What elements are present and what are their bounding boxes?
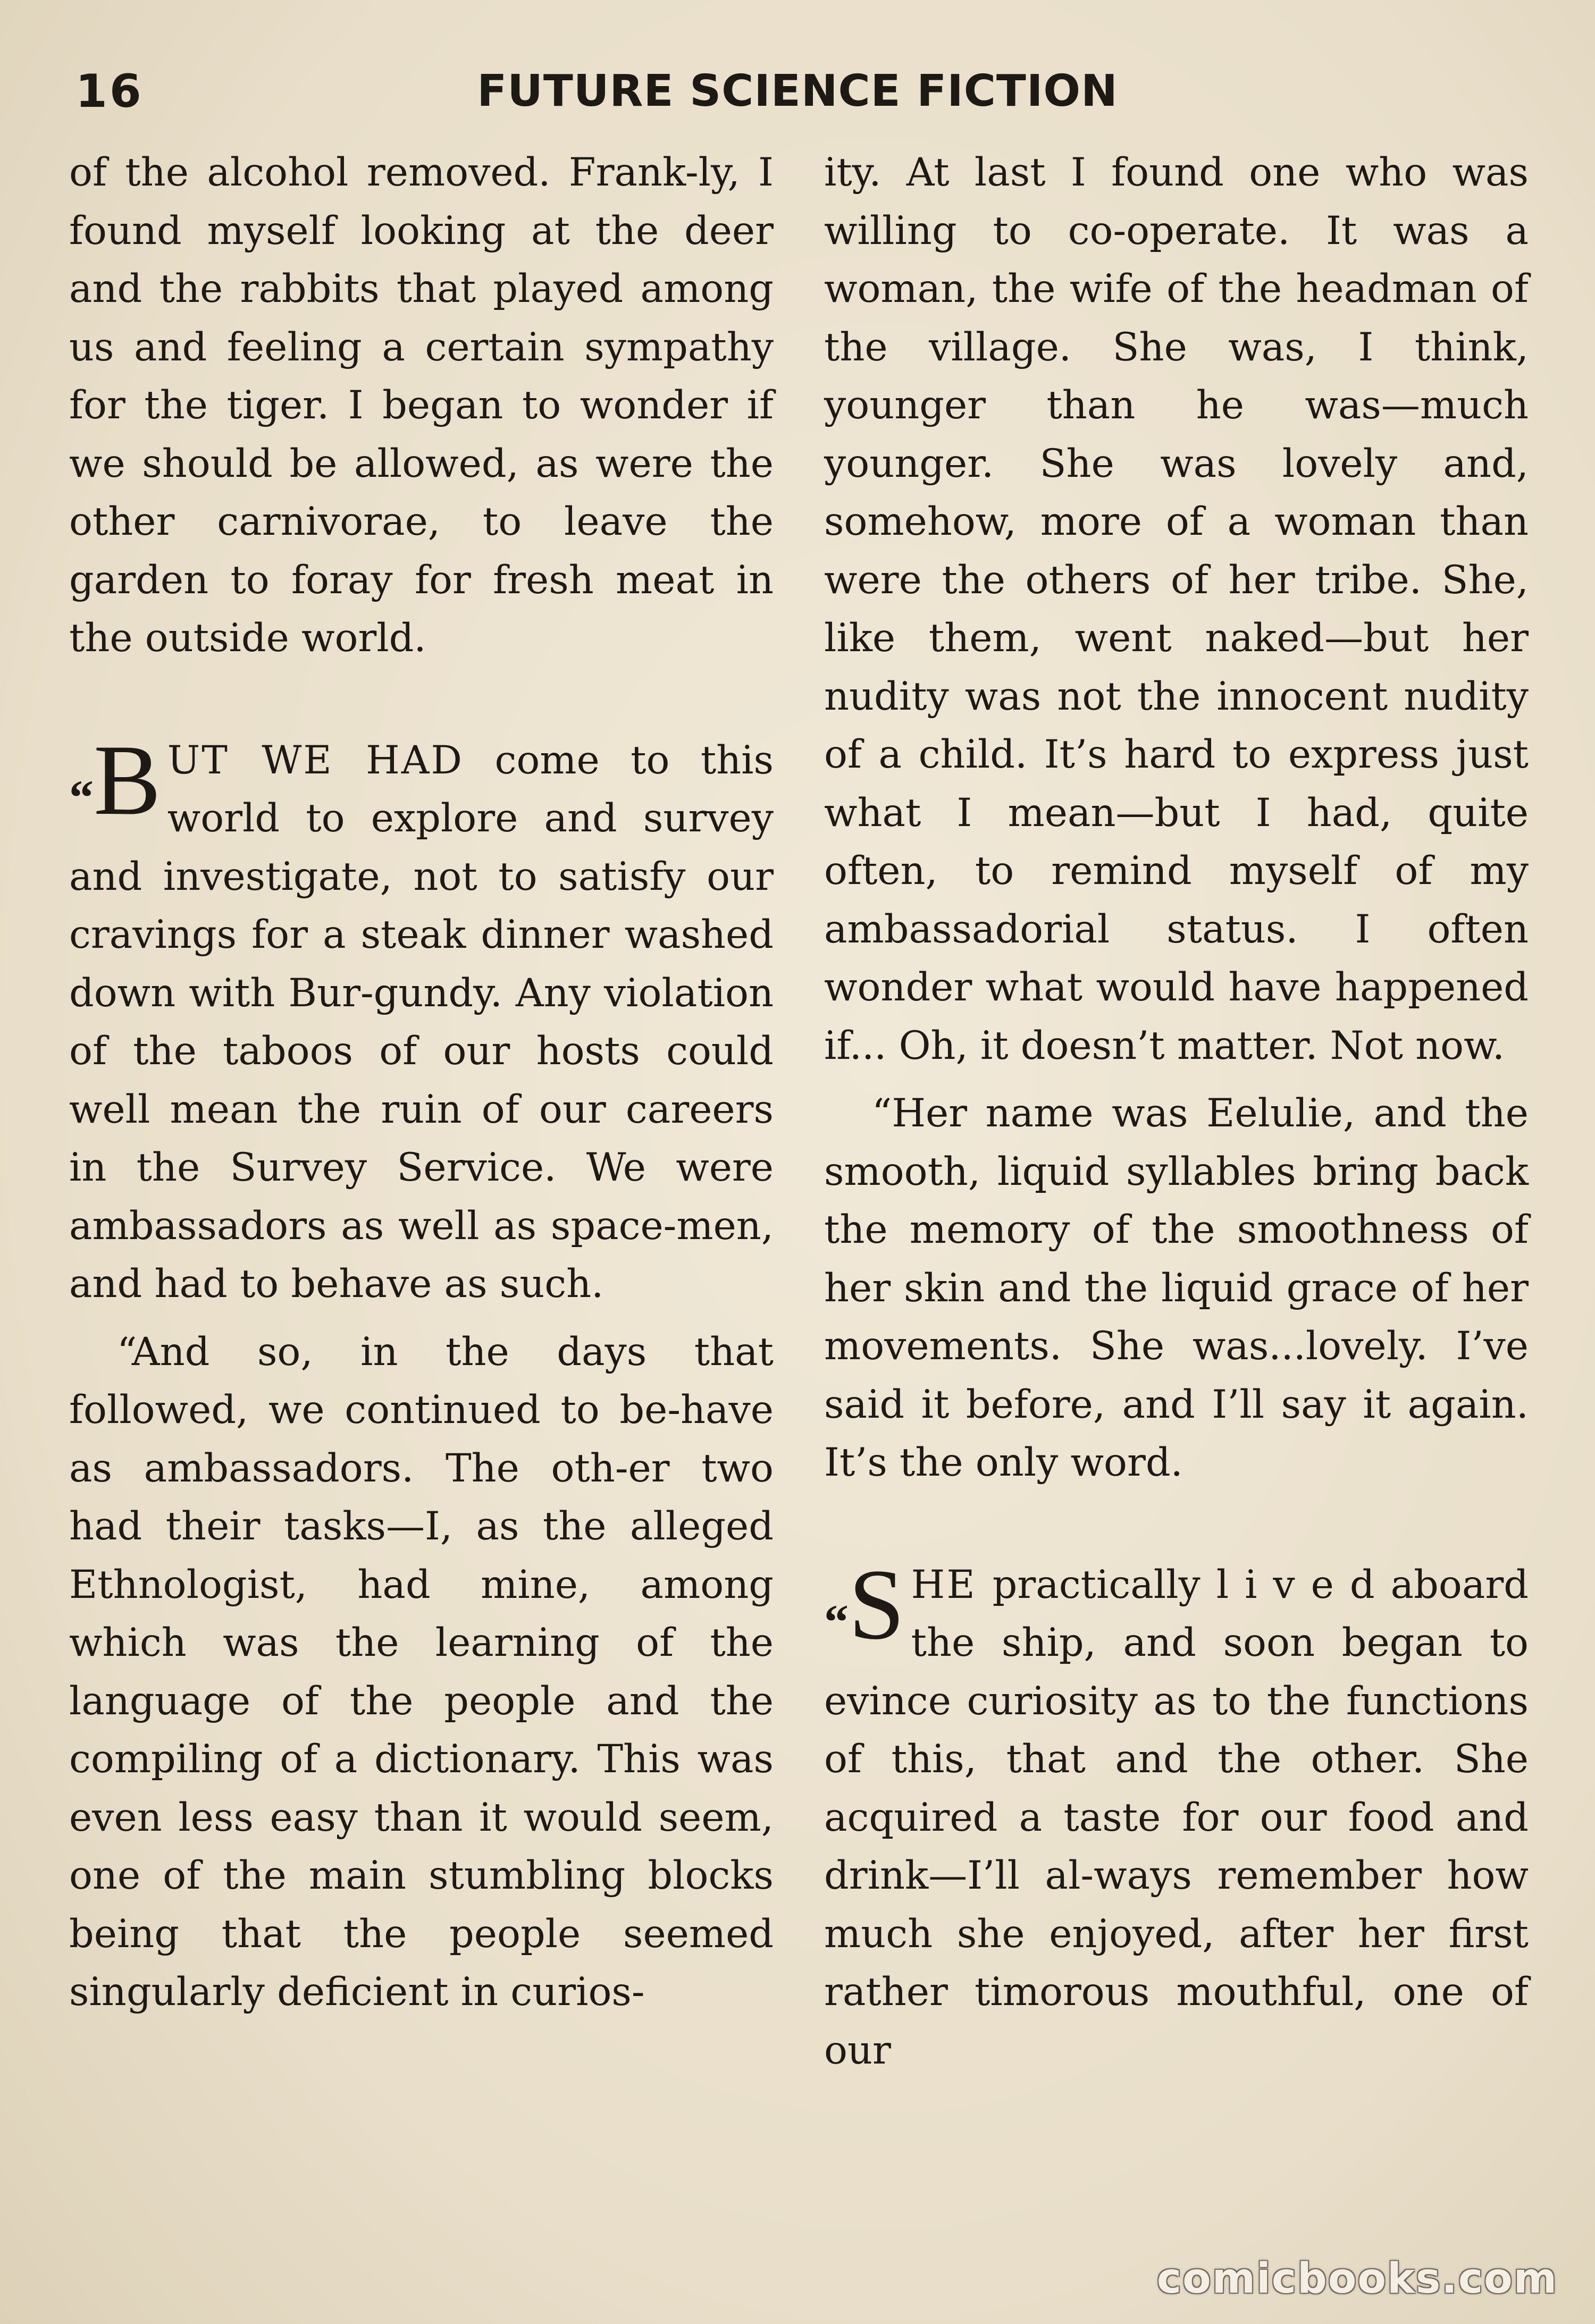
drop-cap-letter: S [849,1548,905,1661]
right-column [824,144,1529,2259]
paragraph-body: practically l i v e d aboard the ship, and soon began to evince curiosity as to the functions of this, that and the other. She acquired a taste for our food and drink—I’ll al-ways remember how much she enjoyed, after her first rather timorous mouthful, one of our [824,1562,1529,2073]
paragraph: ity. At last I found one who was willing to co-operate. It was a woman, the wife of the headman of the village. She was, I think, younger than he was—much younger. She was lovely and, somehow, more of a woman than were the others of her tribe. She, like them, went naked—but her nudity was not the innocent nudity of a child. It’s hard to express just what I mean—but I had, quite often, to remind myself of my ambassadorial status. I often wonder what would have happened if... Oh, it doesn’t matter. Not now. [824,150,1529,1068]
paragraph: “Her name was Eelulie, and the smooth, liquid syllables bring back the memory of the smoothness of her skin and the liquid grace of her movements. She was...lovely. I’ve said it before, and I’ll say it again. It’s the only word. [824,1091,1529,1485]
running-title: FUTURE SCIENCE FICTION [477,66,1118,116]
left-column [69,144,774,2259]
drop-cap [69,724,161,836]
opening-quote: “ [824,1594,849,1649]
page-number: 16 [75,65,144,118]
drop-cap [824,1548,905,1661]
paragraph: of the alcohol removed. Frank-ly, I found myself looking at the deer and the rabbits that played among us and feeling a certain sympathy for the tiger. I began to wonder if we should be allowed, as were the other carnivorae, to leave the garden to foray for fresh meat in the outside world. [69,150,774,661]
paragraph: “And so, in the days that followed, we continued to be-have as ambassadors. The oth-er two had their tasks—I, as the alleged Ethnologist, had mine, among which was the learning of the language of the people and the compiling of a dictionary. This was even less easy than it would seem, one of the main stumbling blocks being that the people seemed singularly deficient in curios- [69,1329,774,2015]
page-header [69,60,1526,123]
opening-quote: “ [69,770,94,824]
paragraph-body: come to this world to explore and survey and investigate, not to satisfy our cravings for a steak dinner washed down with Bur-gundy. Any violation of the taboos of our hosts could well mean the ruin of our careers in the Survey Service. We were ambassadors as well as space-men, and had to behave as such. [69,737,774,1307]
section-paragraph [824,1548,1529,2080]
lead-in-text: UT WE HAD [167,737,464,783]
drop-cap-letter: B [94,724,161,836]
watermark: comicbooks.com [1156,2255,1558,2303]
lead-in-text: HE [911,1562,977,1607]
section-paragraph [69,724,774,1313]
